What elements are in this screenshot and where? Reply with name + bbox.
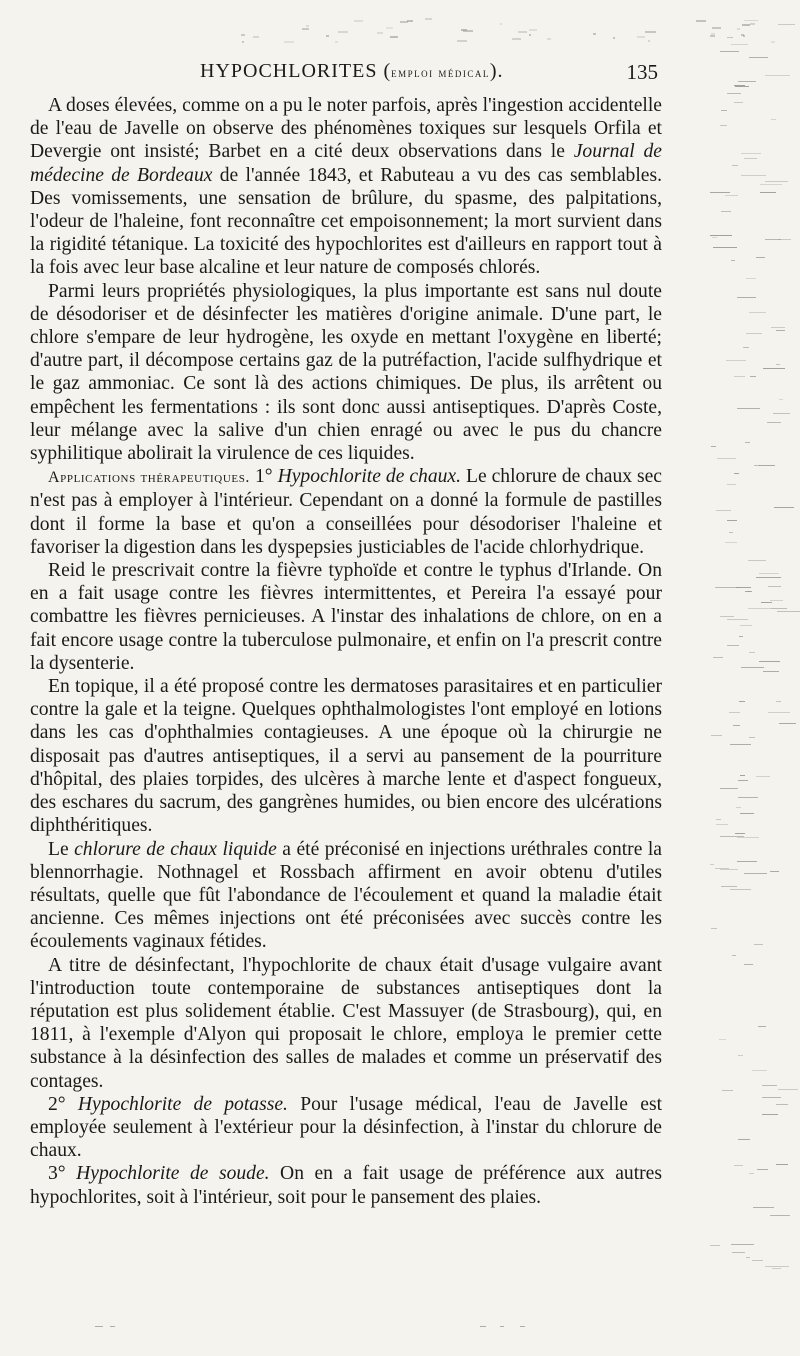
edge-mark xyxy=(739,701,745,702)
edge-mark xyxy=(759,573,779,574)
edge-mark xyxy=(779,723,796,724)
paragraph-toxicity xyxy=(30,94,662,280)
edge-mark xyxy=(765,1266,789,1267)
edge-mark xyxy=(727,619,748,620)
edge-mark xyxy=(744,964,753,965)
edge-mark xyxy=(746,1257,750,1258)
edge-mark xyxy=(772,1268,781,1269)
top-mark xyxy=(386,27,393,29)
edge-mark xyxy=(767,422,781,423)
edge-mark xyxy=(710,192,730,193)
paragraph-text: Le chlorure de chaux sec n'est pas à employer à l'intérieur. Cependant on a donné la formule de pastilles dont il forme la base et qu'on a conseillées pour désodoriser l'haleine et favoriser la digestion dans les dyspepsies justiciables de l'acide chlorhydrique. xyxy=(30,466,663,558)
edge-mark xyxy=(748,560,766,561)
edge-mark xyxy=(712,237,717,238)
top-mark xyxy=(648,40,650,42)
edge-mark xyxy=(756,577,781,578)
edge-mark xyxy=(748,608,771,609)
edge-mark xyxy=(715,587,740,588)
top-mark xyxy=(457,40,467,42)
edge-mark xyxy=(778,24,795,25)
top-mark xyxy=(253,36,259,38)
paragraph-topique xyxy=(30,675,662,837)
edge-mark xyxy=(731,44,748,45)
edge-mark xyxy=(727,37,733,38)
top-mark xyxy=(241,34,245,36)
paragraph-text: a été préconisé en injections uréthrales contre la blennorrhagie. Nothnagel et Rossbach affirment en avoir obtenu d'utiles résultats, quelle que fût l'abondance de l'écoulement et quand la maladie était ancienne. Ces mêmes injections ont été préconisées avec succès contre les écoulements vaginaux fétides. xyxy=(30,838,662,953)
edge-mark xyxy=(720,788,738,789)
edge-mark xyxy=(737,297,756,298)
edge-mark xyxy=(752,1260,763,1261)
edge-mark xyxy=(710,1245,720,1246)
edge-mark xyxy=(741,667,764,668)
edge-mark xyxy=(711,446,716,447)
top-mark xyxy=(338,31,348,33)
top-mark xyxy=(512,38,521,40)
edge-mark xyxy=(716,510,731,511)
edge-mark xyxy=(776,364,780,365)
item-number: 1° xyxy=(250,466,278,488)
edge-mark xyxy=(721,211,731,212)
edge-mark xyxy=(735,86,749,87)
bottom-mark xyxy=(110,1326,115,1327)
edge-mark xyxy=(779,399,783,400)
edge-mark xyxy=(735,833,745,834)
edge-mark xyxy=(722,1090,733,1091)
edge-mark xyxy=(716,819,721,820)
section-heading: Applications thérapeutiques. xyxy=(48,469,251,487)
edge-mark xyxy=(776,1104,788,1105)
edge-mark xyxy=(754,944,763,945)
top-mark xyxy=(518,31,527,33)
edge-mark xyxy=(726,360,746,361)
edge-mark xyxy=(765,239,781,240)
paragraph-text: Parmi leurs propriétés physiologiques, la plus importante est sans nul doute de désodoriser et de désinfecter les matières d'origine animale. D'une part, le chlore s'empare de leur hydrogène, les oxyde en mettant l'oxygène en liberté; d'autre part, il décompose certains gaz de la putréfaction, l'acide sulfhydrique et le gaz ammoniac. Ce sont là des actions chimiques. De plus, ils arrêtent ou empêchent les fermentations : ils sont donc aussi antiseptiques. D'après Coste, leur mélange avec la salive d'un chien enragé ou avec le pus du chancre syphilitique abolirait la virulence de ces liquides. xyxy=(30,280,662,465)
top-mark xyxy=(500,23,502,25)
item-number: 3° xyxy=(48,1163,77,1185)
edge-mark xyxy=(776,1164,788,1165)
edge-mark xyxy=(740,813,754,814)
edge-mark xyxy=(720,125,727,126)
edge-mark xyxy=(734,473,739,474)
edge-mark xyxy=(725,542,737,543)
edge-mark xyxy=(763,671,779,672)
edge-mark xyxy=(721,110,727,111)
edge-mark xyxy=(749,57,768,58)
edge-mark xyxy=(776,701,781,702)
inline-italic: chlorure de chaux liquide xyxy=(74,838,277,860)
edge-mark xyxy=(741,153,761,154)
paragraph-desinfectant xyxy=(30,954,662,1093)
top-mark xyxy=(645,31,656,33)
edge-mark xyxy=(778,1089,798,1090)
edge-mark xyxy=(732,165,738,166)
top-mark xyxy=(613,37,615,39)
edge-mark xyxy=(771,327,785,328)
top-mark xyxy=(425,18,432,20)
edge-mark xyxy=(732,955,736,956)
scan-noise-bottom xyxy=(0,1320,800,1340)
bottom-mark xyxy=(480,1326,486,1327)
top-mark xyxy=(461,29,467,31)
running-header xyxy=(30,60,658,90)
bottom-mark xyxy=(520,1326,525,1327)
edge-mark xyxy=(720,616,734,617)
edge-mark xyxy=(765,181,788,182)
edge-mark xyxy=(710,235,732,236)
edge-mark xyxy=(730,889,751,890)
edge-mark xyxy=(759,661,780,662)
edge-mark xyxy=(727,645,739,646)
top-mark xyxy=(637,36,645,38)
edge-mark xyxy=(734,1165,743,1166)
edge-mark xyxy=(762,1097,781,1098)
edge-mark xyxy=(749,737,755,738)
edge-mark xyxy=(734,85,745,86)
edge-mark xyxy=(752,1070,767,1071)
edge-mark xyxy=(756,776,770,777)
paragraph-text: A doses élevées, comme on a pu le noter parfois, après l'ingestion accidentelle de l'eau de Javelle on observe des phénomènes toxiques sur lesquels Orfila et Devergie ont insisté; Barbet en a cité deux observations dans le xyxy=(30,95,662,163)
top-mark xyxy=(302,28,309,30)
edge-mark xyxy=(774,507,794,508)
bottom-mark xyxy=(95,1326,103,1327)
item-number: 2° xyxy=(48,1093,78,1115)
edge-mark xyxy=(737,408,760,409)
paragraph-text: En topique, il a été proposé contre les dermatoses parasitaires et en particulier contre la gale et la teigne. Quelques ophthalmologistes l'ont employé en lotions dans les cas d'ophthalmies contagieuses. A une époque où la chirurgie ne disposait pas d'autres antiseptiques, il a servi au pansement de la pourriture d'hôpital, des plaies torpides, des ulcères à marche lente et d'aspect fongueux, des eschares du sacrum, des gangrènes humides, ou bien encore des ulcérations diphthéritiques. xyxy=(30,676,662,837)
edge-mark xyxy=(731,260,735,261)
edge-mark xyxy=(716,824,728,825)
edge-mark xyxy=(738,780,748,781)
edge-mark xyxy=(771,119,776,120)
edge-mark xyxy=(741,175,766,176)
paragraph-reid xyxy=(30,559,662,675)
edge-mark xyxy=(720,869,738,870)
edge-mark xyxy=(737,837,759,838)
edge-mark xyxy=(725,195,738,196)
edge-mark xyxy=(760,184,782,185)
edge-mark xyxy=(749,652,755,653)
item-title: Hypochlorite de soude. xyxy=(76,1163,270,1185)
edge-mark xyxy=(734,376,745,377)
edge-mark xyxy=(759,465,775,466)
edge-mark xyxy=(738,1055,743,1056)
page-number: 135 xyxy=(626,60,658,84)
edge-mark xyxy=(748,591,752,592)
paragraph-text: Le xyxy=(48,838,75,860)
top-mark xyxy=(390,36,398,38)
edge-mark xyxy=(729,712,740,713)
paragraph-applications xyxy=(30,465,662,559)
edge-mark xyxy=(720,836,744,837)
edge-mark xyxy=(719,1039,726,1040)
edge-mark xyxy=(746,278,756,279)
journal-title: Journal de médecine de Bordeaux xyxy=(30,141,662,186)
scan-noise-edge xyxy=(690,20,800,1320)
edge-mark xyxy=(730,744,751,745)
edge-mark xyxy=(765,75,790,76)
edge-mark xyxy=(770,871,779,872)
edge-mark xyxy=(727,520,737,521)
top-mark xyxy=(335,41,338,43)
edge-mark xyxy=(763,368,785,369)
top-mark xyxy=(354,20,363,22)
edge-mark xyxy=(773,413,790,414)
edge-mark xyxy=(711,735,722,736)
edge-mark xyxy=(738,797,758,798)
edge-mark xyxy=(756,257,765,258)
top-mark xyxy=(306,25,309,27)
paragraph-text: Reid le prescrivait contre la fièvre typhoïde et contre le typhus d'Irlande. On en a fait usage contre les fièvres intermittentes, et Pereira l'a essayé pour combattre les fièvres pernicieuses. A l'instar des inhalations de chlore, on en a fait encore usage contre la tuberculose pulmonaire, et enfin on l'a prescrit contre la dysenterie. xyxy=(30,560,662,674)
edge-mark xyxy=(727,484,736,485)
edge-mark xyxy=(744,873,767,874)
paragraph-text: A titre de désinfectant, l'hypochlorite de chaux était d'usage vulgaire avant l'introduction toute contemporaine de substances antiseptiques dont la réputation est plus solidement établie. C'est Massuyer (de Strasbourg), qui, en 1811, à l'exemple d'Alyon qui proposait le chlore, employa le premier cette substance à la désinfection des salles de malades et comme un préservatif des contages. xyxy=(30,954,662,1092)
title-end: ). xyxy=(489,60,504,82)
edge-mark xyxy=(750,376,756,377)
top-mark xyxy=(242,41,244,43)
title-sub: emploi médical xyxy=(391,65,490,80)
edge-mark xyxy=(740,775,745,776)
edge-mark xyxy=(758,1026,766,1027)
edge-mark xyxy=(729,532,733,533)
edge-mark xyxy=(762,1085,777,1086)
edge-mark xyxy=(762,1114,778,1115)
edge-mark xyxy=(761,602,772,603)
paragraph-soude xyxy=(30,1162,662,1208)
edge-mark xyxy=(713,657,723,658)
edge-mark xyxy=(745,442,750,443)
paragraph-properties xyxy=(30,280,662,466)
edge-mark xyxy=(757,1169,768,1170)
top-mark xyxy=(400,21,408,23)
edge-mark xyxy=(776,330,785,331)
edge-mark xyxy=(749,312,766,313)
top-mark xyxy=(529,34,531,36)
top-mark xyxy=(593,33,596,35)
edge-mark xyxy=(732,1252,745,1253)
top-mark xyxy=(547,38,551,40)
paragraph-text: On en a fait usage de préférence aux autres hypochlorites, soit à l'intérieur, soit pour le pansement des plaies. xyxy=(30,1163,662,1208)
edge-mark xyxy=(734,102,743,103)
edge-mark xyxy=(710,864,714,865)
edge-mark xyxy=(717,458,736,459)
top-mark xyxy=(529,29,537,31)
paragraph-text: Pour l'usage médical, l'eau de Javelle est employée seulement à l'extérieur pour la désinfection, à l'instar du chlorure de chaux. xyxy=(30,1093,663,1162)
edge-mark xyxy=(739,636,743,637)
edge-mark xyxy=(744,20,758,21)
paragraph-text: de l'année 1843, et Rabuteau a vu des cas semblables. Des vomissements, une sensation de brûlure, du spasme, des palpitations, l'odeur de l'haleine, font reconnaître cet empoisonnement; la mort survient dans la rigidité tétanique. La toxicité des hypochlorites est d'ailleurs en rapport tout à la fois avec leur base alcaline et leur nature de composés chlorés. xyxy=(30,164,662,279)
top-mark xyxy=(284,41,294,43)
edge-mark xyxy=(760,192,776,193)
edge-mark xyxy=(731,1244,754,1245)
running-title xyxy=(200,60,504,83)
body-text xyxy=(30,94,662,1209)
edge-mark xyxy=(736,807,741,808)
title-main: HYPOCHLORITES ( xyxy=(200,60,392,82)
edge-mark xyxy=(768,586,781,587)
edge-mark xyxy=(737,861,757,862)
item-title: Hypochlorite de chaux. xyxy=(277,466,462,488)
edge-mark xyxy=(720,51,739,52)
paragraph-potasse xyxy=(30,1093,662,1163)
edge-mark xyxy=(771,608,787,609)
item-title: Hypochlorite de potasse. xyxy=(77,1093,288,1115)
top-mark xyxy=(326,35,329,37)
edge-mark xyxy=(777,611,800,612)
edge-mark xyxy=(727,93,741,94)
edge-mark xyxy=(746,333,762,334)
edge-mark xyxy=(770,1215,790,1216)
edge-mark xyxy=(713,247,737,248)
edge-mark xyxy=(738,1139,750,1140)
edge-mark xyxy=(768,712,790,713)
paragraph-liquide xyxy=(30,838,662,954)
edge-mark xyxy=(753,1207,774,1208)
edge-mark xyxy=(770,600,783,601)
top-mark xyxy=(377,32,383,34)
edge-mark xyxy=(743,347,749,348)
edge-mark xyxy=(749,1173,754,1174)
bottom-mark xyxy=(500,1326,504,1327)
edge-mark xyxy=(721,886,737,887)
edge-mark xyxy=(738,81,756,82)
edge-mark xyxy=(711,928,717,929)
edge-mark xyxy=(740,625,752,626)
edge-mark xyxy=(733,725,740,726)
edge-mark xyxy=(744,158,757,159)
